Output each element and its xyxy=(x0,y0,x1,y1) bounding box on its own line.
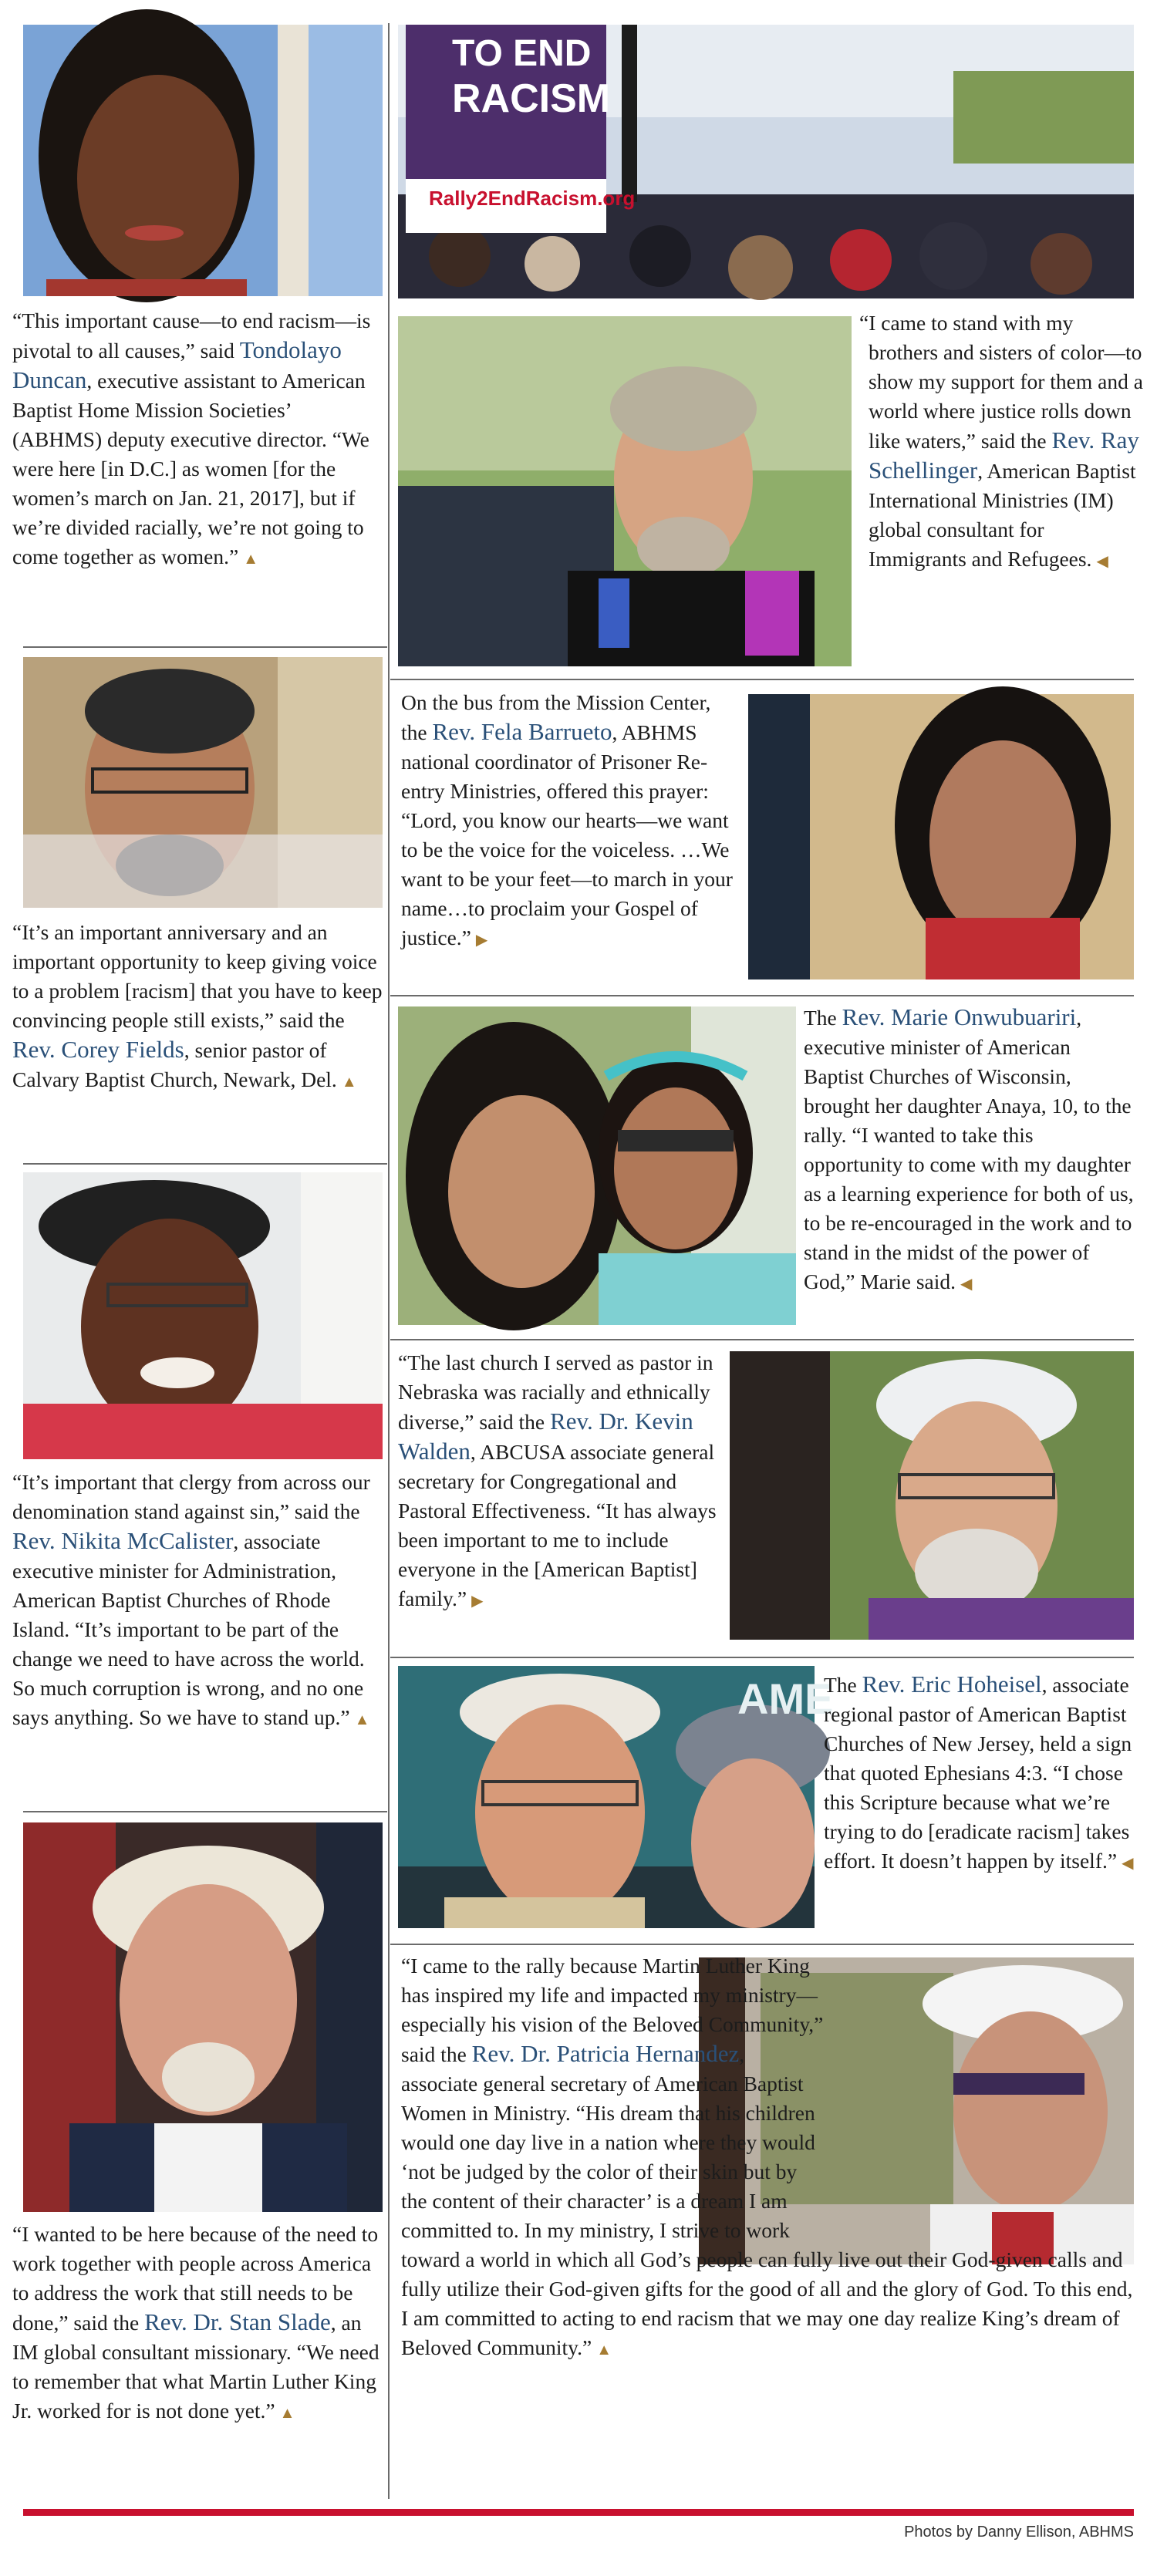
sign-fragment: AME xyxy=(737,1674,834,1723)
person-name: Tondolayo Duncan xyxy=(12,336,342,393)
arrow-up-icon: ▲ xyxy=(279,2405,295,2422)
photo-ray-schellinger xyxy=(398,316,852,666)
divider xyxy=(390,995,1134,996)
quote-tondolayo-duncan: “This important cause—to end racism—is pivotal to all causes,” said Tondolayo Duncan, executive assistant to American Baptist Home Mission Societies’ (ABHMS) deputy executive director. “We were here [in D.C.] as women [for the women’s march on Jan. 21, 2017], but if we’re divided racially, we’re not going to come together as women.” ▲ xyxy=(12,309,371,568)
quote-marie-onwubuariri: The Rev. Marie Onwubuariri, executive minister of American Baptist Churches of Wisconsin, brought her daughter Anaya, 10, to the rally. “I wanted to take this opportunity to come with my daughter as a learning experience for both of us, to be re-encouraged in the work and to stand in the midst of the power of God,” Marie said. ◀ xyxy=(804,1003,1134,1293)
divider xyxy=(23,646,387,648)
banner-url: Rally2EndRacism.org xyxy=(429,187,636,210)
person-name: Rev. Dr. Kevin Walden xyxy=(398,1408,693,1465)
photo-eric-hoheisel xyxy=(398,1666,834,1928)
quote-kevin-walden: “The last church I served as pastor in Nebraska was racially and ethnically diverse,” said the Rev. Dr. Kevin Walden, ABCUSA associate general secretary for Congregational and Pastoral Effectiveness. “It has always been important to me to include everyone in the [American Baptist] family.” ▶ xyxy=(398,1350,717,1610)
person-name: Rev. Dr. Patricia Hernandez xyxy=(471,2040,740,2067)
person-name: Rev. Fela Barrueto xyxy=(432,718,612,745)
quote-nikita-mccalister: “It’s important that clergy from across our denomination stand against sin,” said the Rev. Nikita McCalister, associate executive minister for Administration, American Baptist Churches of Rhode Island. “It’s important to be part of the change we need to have across the world. So much corruption is wrong, and no one says anything. So we have to stand up.” ▲ xyxy=(12,1470,370,1729)
photo-tondolayo-duncan xyxy=(23,25,383,296)
quote-corey-fields: “It’s an important anniversary and an important opportunity to keep giving voice to a problem [racism] that you have to keep convincing people still exists,” said the Rev. Corey Fields, senior pastor of Calvary Baptist Church, Newark, Del. ▲ xyxy=(12,920,383,1091)
person-name: Rev. Dr. Stan Slade xyxy=(144,2308,331,2335)
person-name: Rev. Ray Schellinger xyxy=(869,427,1139,484)
arrow-up-icon: ▲ xyxy=(596,2342,612,2359)
photo-rally-crowd xyxy=(398,25,1134,298)
quote-stan-slade: “I wanted to be here because of the need to work together with people across America to address the work that still needs to be done,” said the Rev. Dr. Stan Slade, an IM global consultant missionary. “We need to remember that what Martin Luther King Jr. worked for is not done yet.” ▲ xyxy=(12,2222,379,2423)
quote-patricia-hernandez: “I came to the rally because Martin Luther King has inspired my life and impacted my ministry—especially his vision of the Beloved Community,” said the Rev. Dr. Patricia Hernandez, associate general secretary of American Baptist Women in Ministry. “His dream that his children would one day live in a nation where they would ‘not be judged by the color of their skin but by the content of their character’ is a dream I am committed to. In my ministry, I strive to work toward a world in which all God’s people can fully live out their God-given calls and fully utilize their God-given gifts for the good of all and the glory of God. To this end, I am committed to acting to end racism that we may one day realize King’s dream of Beloved Community.” ▲ xyxy=(401,1951,1134,2365)
arrow-left-icon: ◀ xyxy=(960,1276,973,1293)
divider xyxy=(390,1339,1134,1340)
quote-ray-schellinger: “I came to stand with my brothers and sisters of color—to show my support for them and a world where justice rolls down like waters,” said the Rev. Ray Schellinger, American Baptist International Ministries (IM) global consultant for Immigrants and Refugees. ◀ xyxy=(859,311,1143,571)
arrow-left-icon: ◀ xyxy=(1096,553,1108,570)
arrow-up-icon: ▲ xyxy=(341,1074,357,1091)
banner-line-2: RACISM xyxy=(452,76,611,121)
person-name: Rev. Marie Onwubuariri xyxy=(842,1003,1077,1030)
person-name: Rev. Nikita McCalister xyxy=(12,1527,234,1554)
footer-rule xyxy=(23,2509,1134,2516)
arrow-right-icon: ▶ xyxy=(475,932,488,949)
photo-marie-onwubuariri xyxy=(398,1006,796,1325)
person-name: Rev. Corey Fields xyxy=(12,1036,184,1063)
person-name: Rev. Eric Hoheisel xyxy=(862,1671,1042,1698)
arrow-right-icon: ▶ xyxy=(471,1593,484,1610)
divider xyxy=(390,679,1134,680)
divider xyxy=(23,1811,387,1812)
wrap-spacer xyxy=(825,1951,1134,2244)
photo-corey-fields xyxy=(23,657,383,908)
quote-fela-barrueto: On the bus from the Mission Center, the Rev. Fela Barrueto, ABHMS national coordinator of Prisoner Re-entry Ministries, offered this prayer: “Lord, you know our hearts—we want to be the voice for the voiceless. …We want to be your feet—to march in your name…to proclaim your Gospel of justice.” ▶ xyxy=(401,690,733,949)
quote-eric-hoheisel: The Rev. Eric Hoheisel, associate regional pastor of American Baptist Churches of New Jersey, held a sign that quoted Ephesians 4:3. “I chose this Scripture because what we’re trying to do [eradicate racism] takes effort. It doesn’t happen by itself.” ◀ xyxy=(824,1671,1134,1873)
column-divider xyxy=(388,23,390,2499)
divider xyxy=(390,1944,1134,1945)
arrow-left-icon: ◀ xyxy=(1122,1855,1134,1872)
photo-kevin-walden xyxy=(730,1351,1134,1640)
photo-credit: Photos by Danny Ellison, ABHMS xyxy=(904,2524,1134,2541)
arrow-up-icon: ▲ xyxy=(354,1711,370,1728)
divider xyxy=(390,1657,1134,1658)
photo-stan-slade xyxy=(23,1822,383,2212)
photo-nikita-mccalister xyxy=(23,1172,383,1459)
divider xyxy=(23,1163,387,1165)
arrow-up-icon: ▲ xyxy=(243,551,259,568)
photo-fela-barrueto xyxy=(748,694,1134,979)
banner-line-1: TO END xyxy=(452,33,592,74)
